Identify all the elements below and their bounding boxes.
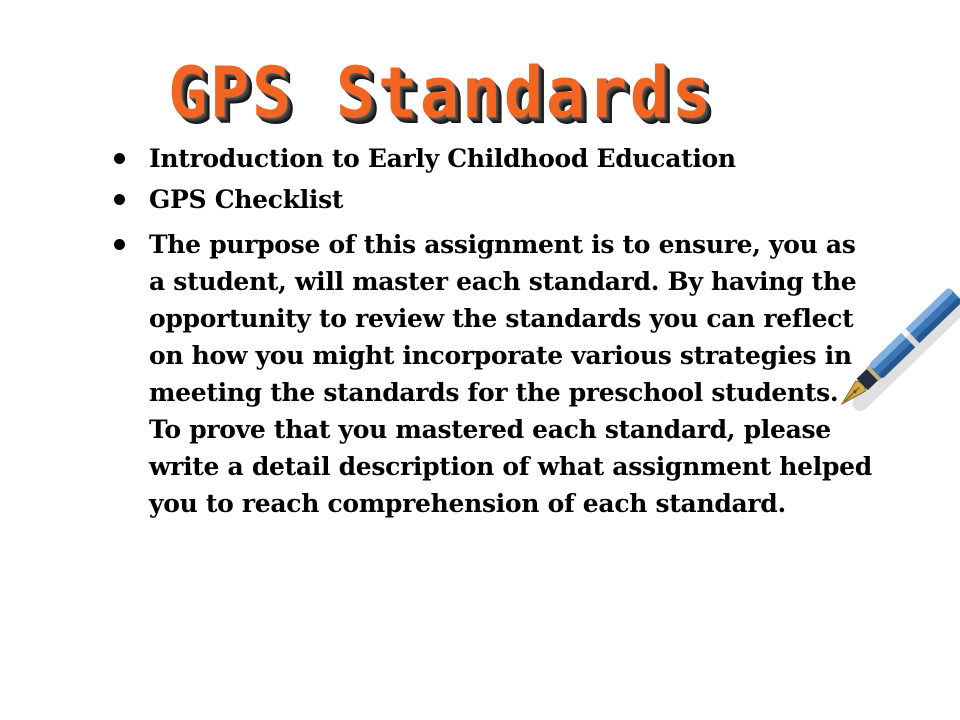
fountain-pen-icon	[820, 278, 960, 428]
bullet-list	[112, 140, 872, 522]
bullet-text: GPS Checklist	[149, 185, 344, 214]
bullet-dot	[114, 239, 125, 250]
bullet-item	[112, 181, 872, 218]
bullet-dot	[114, 194, 125, 205]
bullet-text: Introduction to Early Childhood Education	[149, 144, 736, 173]
bullet-item	[112, 140, 872, 177]
bullet-text: The purpose of this assignment is to ensure, you as a student, will master each standard. By having the opportunity to review the standards you can reflect on how you might incorporate various strategies in meeting the standards for the preschool students. To prove that you mastered each standard, please write a detail description of what assignment helped you to reach comprehension of each standard.	[149, 230, 872, 518]
slide-title: GPS Standards	[168, 52, 714, 134]
bullet-item	[112, 226, 872, 522]
bullet-dot	[114, 153, 125, 164]
